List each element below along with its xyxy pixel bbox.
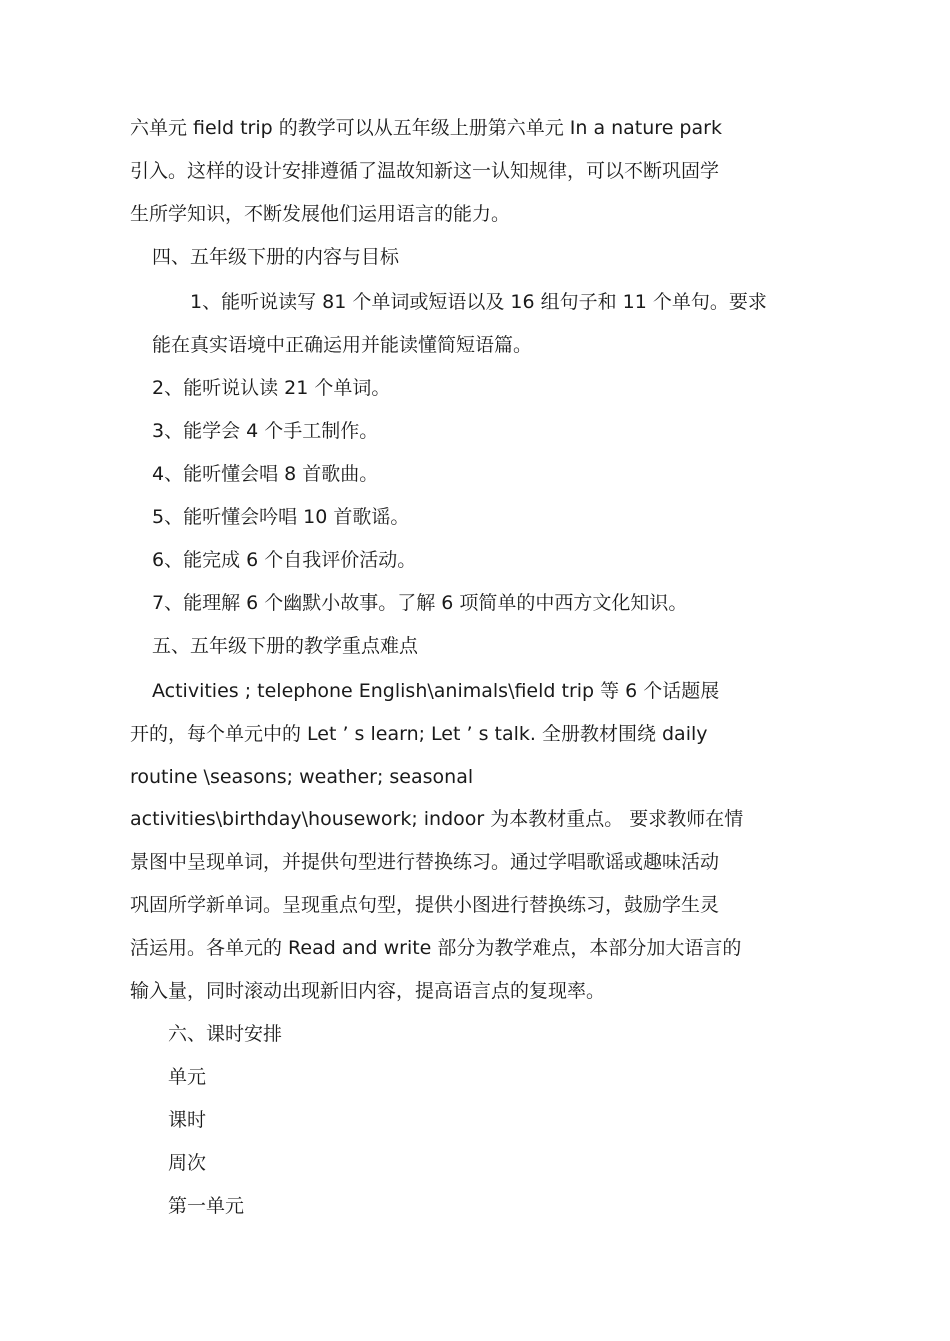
section-heading: 五、五年级下册的教学重点难点	[152, 635, 419, 657]
table-label: 周次	[168, 1152, 207, 1174]
section-heading: 六、课时安排	[168, 1023, 283, 1045]
list-item: 7、能理解 6 个幽默小故事。了解 6 项简单的中西方文化知识。	[152, 592, 688, 614]
paragraph-line: 景图中呈现单词，并提供句型进行替换练习。通过学唱歌谣或趣味活动	[130, 851, 720, 873]
paragraph-line: 引入。这样的设计安排遵循了温故知新这一认知规律，可以不断巩固学	[130, 160, 720, 182]
list-item: 2、能听说认读 21 个单词。	[152, 377, 391, 399]
list-item: 5、能听懂会吟唱 10 首歌谣。	[152, 506, 410, 528]
table-label: 第一单元	[168, 1195, 245, 1217]
paragraph-line: 活运用。各单元的 Read and write 部分为教学难点，本部分加大语言的	[130, 937, 742, 959]
table-label: 单元	[168, 1066, 207, 1088]
paragraph-line: activities\birthday\housework; indoor 为本教材重点。 要求教师在情	[130, 808, 744, 830]
paragraph-line: 开的，每个单元中的 Let ’ s learn; Let ’ s talk. 全册教材围绕 daily	[130, 723, 708, 745]
list-item-continuation: 能在真实语境中正确运用并能读懂简短语篇。	[152, 334, 533, 356]
list-item: 4、能听懂会唱 8 首歌曲。	[152, 463, 379, 485]
list-item: 1、能听说读写 81 个单词或短语以及 16 组句子和 11 个单句。要求	[190, 291, 767, 313]
paragraph-line: 生所学知识，不断发展他们运用语言的能力。	[130, 203, 511, 225]
paragraph-line: routine \seasons; weather; seasonal	[130, 766, 474, 788]
paragraph-line: 输入量，同时滚动出现新旧内容，提高语言点的复现率。	[130, 980, 606, 1002]
paragraph-line: 巩固所学新单词。呈现重点句型，提供小图进行替换练习，鼓励学生灵	[130, 894, 720, 916]
section-heading: 四、五年级下册的内容与目标	[152, 246, 400, 268]
paragraph-line: Activities ; telephone English\animals\field trip 等 6 个话题展	[152, 680, 720, 702]
paragraph-line: 六单元 field trip 的教学可以从五年级上册第六单元 In a nature park	[130, 117, 722, 139]
list-item: 6、能完成 6 个自我评价活动。	[152, 549, 417, 571]
list-item: 3、能学会 4 个手工制作。	[152, 420, 379, 442]
table-label: 课时	[168, 1109, 207, 1131]
